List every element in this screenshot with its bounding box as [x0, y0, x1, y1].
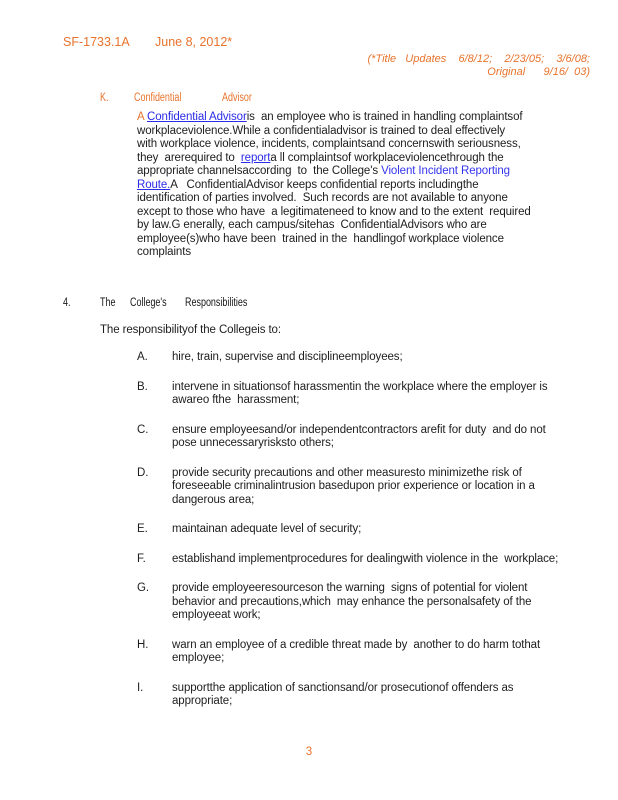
document-id: SF-1733.1A	[63, 35, 130, 49]
title-updates-line: (*Title Updates 6/8/12; 2/23/05; 3/6/08;	[367, 53, 590, 65]
paragraph-line	[137, 233, 607, 247]
paragraph-line	[137, 138, 607, 152]
list-item	[137, 553, 602, 567]
list-item-label: F.	[137, 552, 146, 565]
list-item	[137, 467, 602, 508]
paragraph-line	[137, 152, 607, 166]
document-date: June 8, 2012*	[155, 35, 233, 49]
section-4-title-word: The	[100, 297, 116, 309]
list-item-label: C.	[137, 423, 149, 436]
list-item-line: supportthe application of sanctionsand/or prosecutionof offenders as	[172, 681, 514, 694]
list-item-line: behavior and precautions,which may enhance the personalsafety of the	[172, 595, 532, 608]
violent-incident-reporting-link[interactable]: Violent Incident Reporting	[381, 165, 510, 177]
section-4-label: 4.	[63, 297, 71, 309]
section-k-label: K.	[100, 92, 109, 104]
list-item-line: maintainan adequate level of security;	[172, 523, 362, 535]
paragraph-line	[137, 111, 607, 125]
confidential-advisor-link[interactable]: Confidential Advisor	[147, 111, 247, 123]
section-k-title-word: Confidential	[134, 92, 182, 104]
section-4-heading	[0, 297, 618, 311]
section-4-title-word: Responsibilities	[185, 297, 248, 309]
list-item-line: provide employeeresourceson the warning signs of potential for violent	[172, 582, 528, 594]
list-item-label: E.	[137, 523, 148, 535]
list-item	[137, 639, 602, 666]
list-item-line: appropriate;	[172, 695, 233, 707]
list-item-line: hire, train, supervise and disciplineemployees;	[172, 351, 403, 363]
list-item-line: provide security precautions and other measuresto minimizethe risk of	[172, 466, 522, 479]
text-run: identification of parties involved. Such records are not available to anyone	[137, 192, 508, 204]
page-number: 3	[305, 746, 313, 758]
paragraph-line	[137, 165, 607, 179]
responsibilities-list	[137, 351, 602, 725]
list-item-label: B.	[137, 380, 148, 393]
text-run: by law.G enerally, each campus/sitehas ConfidentialAdvisors who are	[137, 219, 487, 231]
section-k-heading	[0, 92, 618, 106]
list-item	[137, 351, 602, 365]
list-item-line: establishand implementprocedures for dealingwith violence in the workplace;	[172, 552, 559, 565]
text-run: except to those who have a legitimateneed to know and to the extent required	[137, 205, 531, 218]
list-item	[137, 381, 602, 408]
list-item	[137, 582, 602, 623]
text-run: complaints	[137, 246, 191, 258]
section-4-title-word: College's	[130, 297, 167, 309]
paragraph-line	[137, 206, 607, 220]
title-updates-note	[368, 53, 590, 78]
list-item-line: warn an employee of a credible threat made by another to do harm tothat	[172, 638, 541, 651]
list-item	[137, 523, 602, 537]
section-4-intro: The responsibilityof the Collegeis to:	[100, 324, 281, 336]
list-item-label: H.	[137, 638, 149, 651]
text-run: they arerequired to	[137, 151, 241, 164]
paragraph-line	[137, 192, 607, 206]
list-item-line: awareo fthe harassment;	[172, 394, 300, 406]
paragraph-line	[137, 246, 607, 260]
list-item-label: A.	[137, 351, 148, 363]
list-item-line: foreseeable criminalintrusion basedupon prior experience or location in a	[172, 480, 535, 492]
list-item-line: pose unnecessaryrisksto others;	[172, 437, 334, 449]
list-item-line: ensure employeesand/or independentcontractors arefit for duty and do not	[172, 423, 546, 436]
paragraph-line	[137, 219, 607, 233]
list-item-label: D.	[137, 466, 149, 479]
section-k-title-word: Advisor	[222, 92, 252, 104]
text-run: A ConfidentialAdvisor keeps confidential reports includingthe	[170, 178, 479, 191]
text-run: with workplace violence, incidents, complaintsand concernswith seriousness,	[137, 138, 521, 150]
list-item-line: intervene in situationsof harassmentin the workplace where the employer is	[172, 380, 548, 393]
text-run: appropriate channelsaccording to the College's	[137, 165, 382, 177]
section-k-paragraph	[137, 111, 607, 260]
list-item-line: employee;	[172, 652, 225, 664]
list-item-label: I.	[137, 681, 144, 694]
route-link[interactable]: Route.	[137, 178, 171, 191]
list-item-line: dangerous area;	[172, 493, 255, 506]
text-run: is an employee who is trained in handling complaintsof	[246, 111, 523, 123]
title-updates-line: Original 9/16/ 03)	[487, 65, 590, 78]
text-run: A	[137, 111, 148, 123]
text-run: employee(s)who have been trained in the handlingof workplace violence	[137, 232, 504, 245]
text-run: workplaceviolence.While a confidentialadvisor is trained to deal effectively	[137, 124, 506, 137]
paragraph-line	[137, 179, 607, 193]
paragraph-line	[137, 125, 607, 139]
text-run: a ll complaintsof workplaceviolencethrough the	[270, 151, 504, 164]
report-link[interactable]: report	[240, 151, 271, 164]
list-item-line: employeeat work;	[172, 609, 261, 621]
list-item-label: G.	[137, 582, 149, 594]
list-item	[137, 424, 602, 451]
list-item	[137, 682, 602, 709]
